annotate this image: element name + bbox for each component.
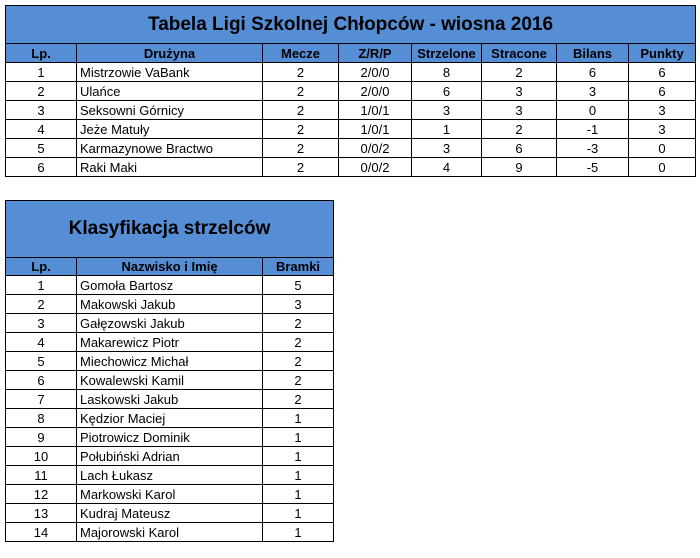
scorers-header-name: Nazwisko i Imię	[77, 258, 263, 276]
league-cell-conceded: 3	[482, 101, 557, 120]
league-cell-scored: 3	[412, 101, 482, 120]
league-cell-wdl: 1/0/1	[339, 101, 412, 120]
league-header-row	[6, 44, 696, 63]
scorers-cell-name: Laskowski Jakub	[77, 390, 263, 409]
league-row	[6, 82, 696, 101]
scorers-cell-name: Lach Łukasz	[77, 466, 263, 485]
league-cell-matches: 2	[263, 158, 339, 177]
league-cell-conceded: 9	[482, 158, 557, 177]
league-cell-lp: 3	[6, 101, 77, 120]
league-body	[6, 63, 696, 177]
scorers-cell-name: Piotrowicz Dominik	[77, 428, 263, 447]
scorers-row	[6, 276, 334, 295]
league-cell-matches: 2	[263, 82, 339, 101]
scorers-row	[6, 447, 334, 466]
scorers-cell-lp: 10	[6, 447, 77, 466]
league-header-lp: Lp.	[6, 44, 77, 63]
scorers-cell-goals: 1	[263, 485, 334, 504]
league-header-conceded: Stracone	[482, 44, 557, 63]
scorers-cell-name: Makowski Jakub	[77, 295, 263, 314]
league-cell-matches: 2	[263, 139, 339, 158]
league-row	[6, 63, 696, 82]
scorers-header-lp: Lp.	[6, 258, 77, 276]
league-row	[6, 120, 696, 139]
league-cell-scored: 1	[412, 120, 482, 139]
scorers-cell-goals: 1	[263, 466, 334, 485]
league-cell-scored: 8	[412, 63, 482, 82]
scorers-row	[6, 485, 334, 504]
league-cell-balance: 6	[557, 63, 629, 82]
scorers-row	[6, 295, 334, 314]
league-cell-conceded: 3	[482, 82, 557, 101]
league-cell-team: Seksowni Górnicy	[77, 101, 263, 120]
scorers-row	[6, 428, 334, 447]
league-cell-matches: 2	[263, 101, 339, 120]
scorers-cell-goals: 2	[263, 371, 334, 390]
league-cell-lp: 4	[6, 120, 77, 139]
league-cell-scored: 6	[412, 82, 482, 101]
scorers-cell-name: Miechowicz Michał	[77, 352, 263, 371]
league-row	[6, 158, 696, 177]
scorers-title: Klasyfikacja strzelców	[6, 201, 334, 258]
league-cell-balance: 3	[557, 82, 629, 101]
league-header-matches: Mecze	[263, 44, 339, 63]
scorers-cell-name: Gałęzowski Jakub	[77, 314, 263, 333]
league-cell-team: Jeże Matuły	[77, 120, 263, 139]
league-cell-lp: 2	[6, 82, 77, 101]
league-cell-wdl: 1/0/1	[339, 120, 412, 139]
scorers-cell-lp: 14	[6, 523, 77, 542]
league-cell-points: 0	[629, 158, 696, 177]
league-cell-wdl: 0/0/2	[339, 139, 412, 158]
league-cell-wdl: 0/0/2	[339, 158, 412, 177]
scorers-cell-goals: 2	[263, 314, 334, 333]
scorers-cell-lp: 11	[6, 466, 77, 485]
league-cell-scored: 3	[412, 139, 482, 158]
league-cell-balance: -1	[557, 120, 629, 139]
league-cell-points: 0	[629, 139, 696, 158]
scorers-cell-lp: 5	[6, 352, 77, 371]
scorers-row	[6, 390, 334, 409]
scorers-cell-name: Markowski Karol	[77, 485, 263, 504]
league-cell-wdl: 2/0/0	[339, 63, 412, 82]
scorers-cell-goals: 1	[263, 523, 334, 542]
scorers-cell-name: Majorowski Karol	[77, 523, 263, 542]
scorers-row	[6, 466, 334, 485]
league-header-balance: Bilans	[557, 44, 629, 63]
league-cell-balance: -5	[557, 158, 629, 177]
scorers-row	[6, 371, 334, 390]
league-cell-lp: 6	[6, 158, 77, 177]
scorers-row	[6, 352, 334, 371]
scorers-cell-name: Kudraj Mateusz	[77, 504, 263, 523]
scorers-row	[6, 333, 334, 352]
league-cell-points: 3	[629, 120, 696, 139]
scorers-cell-lp: 4	[6, 333, 77, 352]
scorers-cell-goals: 1	[263, 428, 334, 447]
scorers-cell-name: Makarewicz Piotr	[77, 333, 263, 352]
scorers-cell-lp: 2	[6, 295, 77, 314]
league-cell-wdl: 2/0/0	[339, 82, 412, 101]
scorers-cell-goals: 1	[263, 447, 334, 466]
league-title: Tabela Ligi Szkolnej Chłopców - wiosna 2016	[6, 6, 696, 44]
league-row	[6, 101, 696, 120]
league-cell-conceded: 2	[482, 63, 557, 82]
scorers-header-goals: Bramki	[263, 258, 334, 276]
league-row	[6, 139, 696, 158]
scorers-row	[6, 314, 334, 333]
scorers-cell-goals: 1	[263, 504, 334, 523]
league-cell-conceded: 2	[482, 120, 557, 139]
scorers-table	[5, 200, 334, 542]
scorers-row	[6, 523, 334, 542]
league-cell-conceded: 6	[482, 139, 557, 158]
scorers-header-row	[6, 258, 334, 276]
league-cell-team: Ulańce	[77, 82, 263, 101]
league-cell-team: Raki Maki	[77, 158, 263, 177]
scorers-cell-name: Kowalewski Kamil	[77, 371, 263, 390]
scorers-row	[6, 504, 334, 523]
league-cell-lp: 5	[6, 139, 77, 158]
scorers-cell-goals: 2	[263, 390, 334, 409]
league-cell-balance: -3	[557, 139, 629, 158]
scorers-cell-goals: 1	[263, 409, 334, 428]
league-header-points: Punkty	[629, 44, 696, 63]
scorers-body	[6, 276, 334, 542]
league-cell-team: Karmazynowe Bractwo	[77, 139, 263, 158]
scorers-cell-lp: 1	[6, 276, 77, 295]
scorers-cell-lp: 12	[6, 485, 77, 504]
league-cell-matches: 2	[263, 120, 339, 139]
scorers-cell-lp: 7	[6, 390, 77, 409]
scorers-cell-goals: 2	[263, 352, 334, 371]
scorers-cell-goals: 5	[263, 276, 334, 295]
league-cell-balance: 0	[557, 101, 629, 120]
scorers-cell-name: Gomoła Bartosz	[77, 276, 263, 295]
scorers-cell-lp: 8	[6, 409, 77, 428]
league-cell-points: 3	[629, 101, 696, 120]
scorers-cell-lp: 13	[6, 504, 77, 523]
scorers-cell-lp: 6	[6, 371, 77, 390]
scorers-cell-name: Połubiński Adrian	[77, 447, 263, 466]
scorers-cell-lp: 3	[6, 314, 77, 333]
scorers-cell-name: Kędzior Maciej	[77, 409, 263, 428]
league-cell-matches: 2	[263, 63, 339, 82]
league-cell-lp: 1	[6, 63, 77, 82]
scorers-cell-goals: 2	[263, 333, 334, 352]
league-cell-scored: 4	[412, 158, 482, 177]
scorers-cell-lp: 9	[6, 428, 77, 447]
league-header-wdl: Z/R/P	[339, 44, 412, 63]
scorers-cell-goals: 3	[263, 295, 334, 314]
league-header-scored: Strzelone	[412, 44, 482, 63]
league-cell-points: 6	[629, 63, 696, 82]
league-cell-team: Mistrzowie VaBank	[77, 63, 263, 82]
league-header-team: Drużyna	[77, 44, 263, 63]
league-cell-points: 6	[629, 82, 696, 101]
league-table	[5, 5, 696, 177]
scorers-row	[6, 409, 334, 428]
